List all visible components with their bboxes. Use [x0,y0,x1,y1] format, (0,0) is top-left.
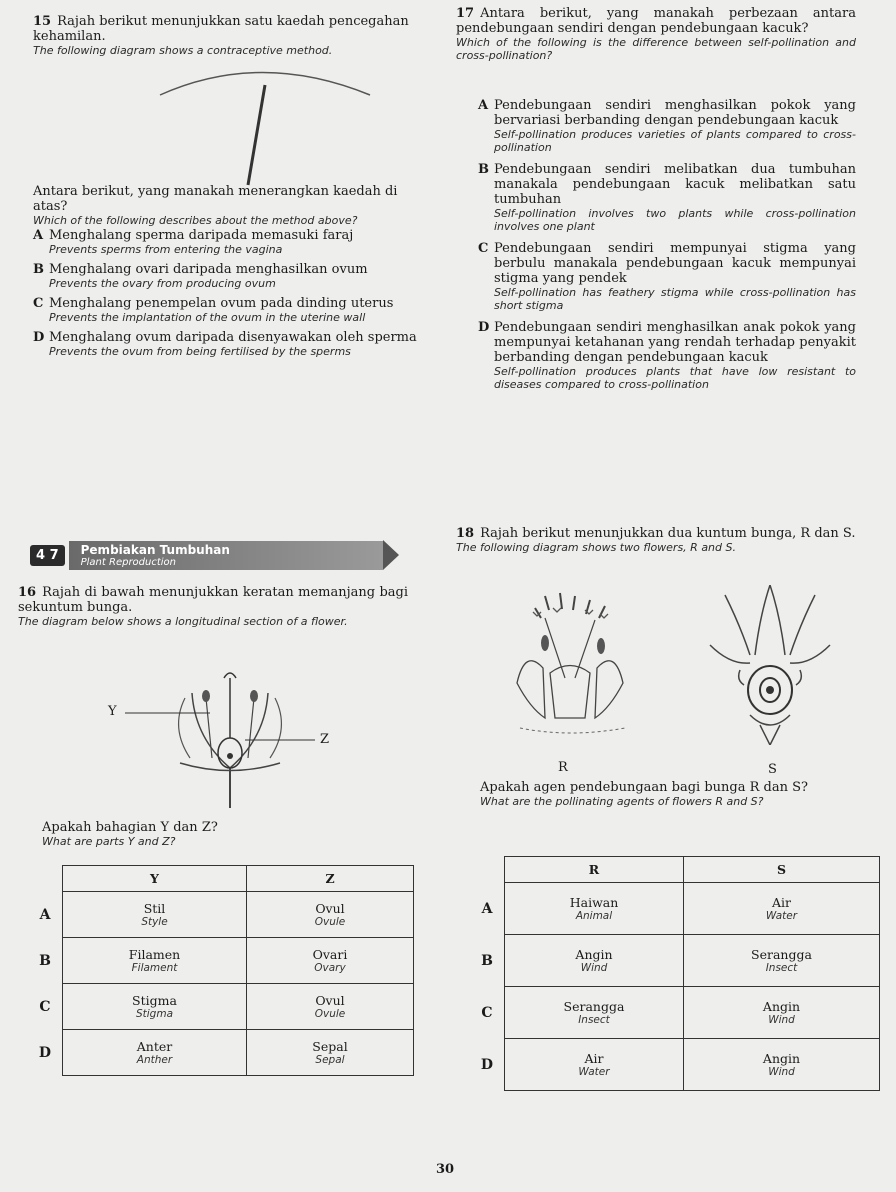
label-s: S [768,762,777,777]
row-letter: C [39,998,51,1015]
q18-stem-ms: Rajah berikut menunjukkan dua kuntum bunga, R dan S. [480,526,856,541]
q18-question [480,780,876,808]
option-letter: C [33,296,44,311]
contraceptive-diagram [140,55,390,195]
option-en: Prevents sperms from entering the vagina [49,243,283,256]
question-16 [18,585,408,628]
flower-r-diagram [505,588,645,743]
q16-question [42,820,422,848]
table-row[interactable] [28,984,414,1030]
chapter-banner [30,540,399,570]
q15-option-b[interactable] [33,262,433,290]
cell-en: Ovule [314,1008,346,1020]
option-ms: Pendebungaan sendiri melibatkan dua tumbuhan manakala pendebungaan kacuk melibatkan satu tumbuhan [494,162,856,207]
cell-ms: Angin [762,999,801,1014]
cell-en: Animal [575,910,613,922]
option-letter: B [33,262,44,277]
cell-en: Ovule [314,916,346,928]
cell-en: Water [578,1066,610,1078]
q15-stem-ms: Rajah berikut menunjukkan satu kaedah pencegahan kehamilan. [33,14,409,44]
flower-s-diagram [705,585,835,745]
option-ms: Menghalang sperma daripada memasuki faraj [49,228,354,243]
q17-option-c[interactable] [478,241,856,312]
q18-answer-table-wrapper [470,856,880,1091]
q16-question-en: What are parts Y and Z? [42,835,176,848]
q17-option-d[interactable] [478,320,856,391]
table-row[interactable] [470,1039,880,1091]
option-en: Self-pollination involves two plants while cross-pollination involves one plant [494,207,856,233]
cell-en: Wind [580,962,608,974]
cell-ms: Angin [575,947,613,962]
flower-section-diagram [100,668,340,808]
table-row[interactable] [470,935,880,987]
option-en: Self-pollination produces varieties of plants compared to cross-pollination [494,128,856,154]
cell-ms: Sepal [312,1039,348,1054]
label-z: Z [320,732,330,747]
option-en: Prevents the implantation of the ovum in the uterine wall [49,311,366,324]
option-ms: Pendebungaan sendiri menghasilkan anak pokok yang mempunyai ketahanan yang rendah terhadap penyakit berbanding dengan pendebungaan kacuk [494,320,856,365]
option-letter: B [478,162,489,177]
chapter-title-en: Plant Reproduction [80,556,177,568]
row-letter: D [38,1044,52,1061]
chapter-title-ms: Pembiakan Tumbuhan [80,542,230,557]
q17-options [478,98,856,391]
option-letter: D [33,330,45,345]
q18-stem-en: The following diagram shows two flowers, R and S. [456,541,736,554]
cell-en: Insect [578,1014,610,1026]
q17-option-b[interactable] [478,162,856,233]
q15-number: 15 [33,14,52,29]
table-row[interactable] [28,938,414,984]
cell-ms: Anter [136,1039,173,1054]
cell-en: Stigma [135,1008,174,1020]
cell-en: Style [141,916,168,928]
q15-option-a[interactable] [33,228,433,256]
cell-en: Anther [136,1054,173,1066]
cell-ms: Air [584,1051,604,1066]
q18-answer-table [470,856,880,1091]
q16-stem-ms: Rajah di bawah menunjukkan keratan memanjang bagi sekuntum bunga. [18,585,408,615]
q18-question-en: What are the pollinating agents of flowers R and S? [480,795,764,808]
q18-question-ms: Apakah agen pendebungaan bagi bunga R dan S? [480,780,808,795]
option-letter: C [478,241,489,256]
chapter-number: 4 7 [30,545,65,566]
question-15 [33,14,433,57]
chapter-title [69,541,383,570]
label-r: R [558,760,568,775]
row-letter: B [481,952,493,969]
question-17 [456,6,856,62]
row-letter: D [480,1056,494,1073]
cell-ms: Haiwan [569,895,619,910]
cell-ms: Ovari [312,947,348,962]
column-header-z: Z [247,866,414,892]
cell-ms: Stil [143,901,166,916]
cell-en: Filament [131,962,178,974]
q15-question-en: Which of the following describes about the method above? [33,214,358,227]
option-letter: A [33,228,44,243]
column-header-y: Y [63,866,247,892]
option-letter: A [478,98,489,113]
q15-options [33,228,433,358]
cell-en: Wind [768,1014,795,1026]
page-number: 30 [436,1162,455,1177]
cell-en: Ovary [314,962,346,974]
option-en: Prevents the ovum from being fertilised by the sperms [49,345,351,358]
q15-stem-en: The following diagram shows a contraceptive method. [33,44,333,57]
option-ms: Menghalang penempelan ovum pada dinding uterus [49,296,394,311]
cell-en: Sepal [315,1054,345,1066]
q15-question-ms: Antara berikut, yang manakah menerangkan kaedah di atas? [33,184,398,214]
row-letter: B [39,952,51,969]
q16-stem-en: The diagram below shows a longitudinal section of a flower. [18,615,348,628]
q16-question-ms: Apakah bahagian Y dan Z? [42,820,218,835]
q15-question [33,184,423,227]
q16-answer-table [28,865,414,1076]
cell-ms: Ovul [315,993,345,1008]
q16-number: 16 [18,585,37,600]
cell-ms: Air [771,895,791,910]
option-en: Self-pollination produces plants that have low resistant to diseases compared to cross-pollination [494,365,856,391]
q17-stem-ms: Antara berikut, yang manakah perbezaan antara pendebungaan sendiri dengan pendebungaan kacuk? [456,6,856,36]
table-row[interactable] [28,892,414,938]
cell-ms: Ovul [315,901,345,916]
table-row[interactable] [470,987,880,1039]
q15-option-d[interactable] [33,330,433,358]
q15-option-c[interactable] [33,296,433,324]
table-row[interactable] [470,883,880,935]
q17-option-a[interactable] [478,98,856,154]
row-letter: A [481,900,493,917]
table-row[interactable] [28,1030,414,1076]
option-ms: Menghalang ovum daripada disenyawakan oleh sperma [49,330,417,345]
q18-number: 18 [456,526,475,541]
option-ms: Menghalang ovari daripada menghasilkan ovum [49,262,368,277]
row-letter: A [39,906,51,923]
cell-ms: Serangga [563,999,625,1014]
row-letter: C [481,1004,493,1021]
cell-ms: Serangga [751,947,812,962]
cell-ms: Stigma [132,993,177,1008]
option-ms: Pendebungaan sendiri menghasilkan pokok yang bervariasi berbanding dengan pendebungaan kacuk [494,98,856,128]
option-letter: D [478,320,490,335]
option-ms: Pendebungaan sendiri mempunyai stigma yang berbulu manakala pendebungaan kacuk mempunyai stigma yang pendek [494,241,856,286]
cell-en: Wind [768,1066,795,1078]
q17-stem-en: Which of the following is the difference between self-pollination and cross-pollination? [456,36,856,62]
column-header-s: S [684,857,880,883]
chevron-right-icon [383,540,399,570]
cell-en: Insect [765,962,798,974]
label-y: Y [108,704,117,719]
cell-ms: Angin [762,1051,801,1066]
q16-answer-table-wrapper [28,865,414,1076]
cell-ms: Filamen [128,947,181,962]
option-en: Prevents the ovary from producing ovum [49,277,276,290]
cell-en: Water [765,910,798,922]
q17-number: 17 [456,6,475,21]
column-header-r: R [505,857,684,883]
question-18 [456,526,856,554]
option-en: Self-pollination has feathery stigma while cross-pollination has short stigma [494,286,856,312]
